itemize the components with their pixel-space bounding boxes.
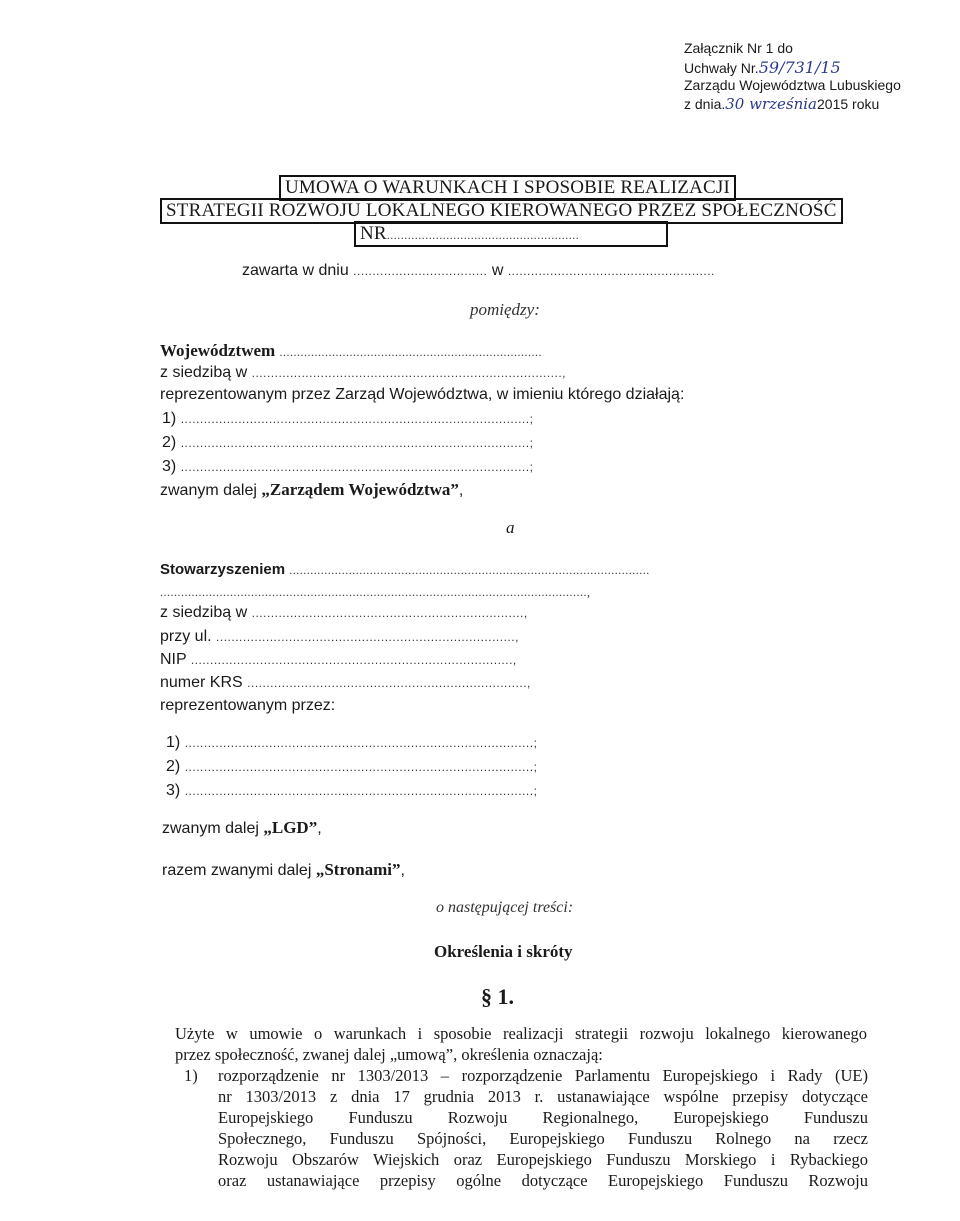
- body-intro-line-1: Użyte w umowie o warunkach i sposobie realizacji strategii rozwoju lokalnego kierowanego: [175, 1024, 867, 1043]
- party2-krs-line: numer KRS .........................................................................,: [160, 674, 531, 691]
- party1-representation: reprezentowanym przez Zarząd Województwa, w imieniu którego działają:: [160, 386, 685, 403]
- attachment-line-4: z dnia.30 września2015 roku: [684, 95, 880, 113]
- and-label: a: [506, 518, 515, 537]
- party2-representation: reprezentowanym przez:: [160, 697, 336, 714]
- list-item-line-2: nr 1303/2013 z dnia 17 grudnia 2013 r. ustanawiające wspólne przepisy dotyczące: [218, 1087, 868, 1106]
- party2-street-line: przy ul. ..............................................................................,: [160, 628, 519, 645]
- party2-rep-1: 1) ...........................................................................................;: [166, 734, 538, 751]
- party1-rep-1: 1) ...........................................................................................;: [162, 410, 534, 427]
- paragraph-number: § 1.: [481, 984, 514, 1009]
- title-line-1: UMOWA O WARUNKACH I SPOSOBIE REALIZACJI: [279, 175, 736, 201]
- party2-alias: zwanym dalej „LGD”,: [162, 818, 322, 837]
- parties-alias: razem zwanymi dalej „Stronami”,: [162, 860, 405, 879]
- list-item-line-6: oraz ustanawiające przepisy ogólne dotyczące Europejskiego Funduszu Rozwoju: [218, 1171, 868, 1190]
- party2-seat-line: z siedzibą w .......................................................................,: [160, 604, 528, 621]
- list-item-line-5: Rozwoju Obszarów Wiejskich oraz Europejskiego Funduszu Morskiego i Rybackiego: [218, 1150, 868, 1169]
- content-intro: o następującej treści:: [436, 899, 574, 916]
- title-line-2: STRATEGII ROZWOJU LOKALNEGO KIEROWANEGO PRZEZ SPOŁECZNOŚĆ: [160, 198, 843, 224]
- party2-name-line: Stowarzyszeniem .......................................................................................................: [160, 561, 650, 578]
- list-item-line-4: Społecznego, Funduszu Spójności, Europejskiego Funduszu Rolnego na rzecz: [218, 1129, 868, 1148]
- party1-seat-line: z siedzibą w .................................................................................,: [160, 364, 566, 381]
- section-heading: Określenia i skróty: [434, 942, 573, 961]
- list-item-line-1: rozporządzenie nr 1303/2013 – rozporządzenie Parlamentu Europejskiego i Rady (UE): [218, 1066, 868, 1085]
- between-label: pomiędzy:: [470, 300, 540, 319]
- party1-name-line: Województwem ...........................................................................: [160, 341, 542, 360]
- party1-rep-2: 2) ...........................................................................................;: [162, 434, 534, 451]
- attachment-line-1: Załącznik Nr 1 do: [684, 40, 793, 56]
- attachment-line-2: Uchwały Nr.59/731/15: [684, 58, 841, 77]
- attachment-line-3: Zarządu Województwa Lubuskiego: [684, 77, 901, 93]
- list-item-line-3: Europejskiego Funduszu Rozwoju Regionalnego, Europejskiego Funduszu: [218, 1108, 868, 1127]
- party2-nip-line: NIP ....................................................................................,: [160, 651, 517, 668]
- party2-name-continued: ..........................................................................................................................,: [160, 585, 591, 599]
- body-intro-line-2: przez społeczność, zwanej dalej „umową”, określenia oznaczają:: [175, 1045, 603, 1064]
- party2-rep-3: 3) ...........................................................................................;: [166, 782, 538, 799]
- contract-date-place-line: zawarta w dniu ................................... w ......................................................: [242, 262, 715, 279]
- handwritten-date: 30 września: [725, 95, 817, 113]
- party1-alias: zwanym dalej „Zarządem Województwa”,: [160, 480, 464, 499]
- handwritten-resolution-number: 59/731/15: [758, 58, 841, 77]
- title-line-3: NR.......................................................: [354, 221, 668, 247]
- party2-rep-2: 2) ...........................................................................................;: [166, 758, 538, 775]
- list-item-number: 1): [184, 1066, 198, 1085]
- party1-rep-3: 3) ...........................................................................................;: [162, 458, 534, 475]
